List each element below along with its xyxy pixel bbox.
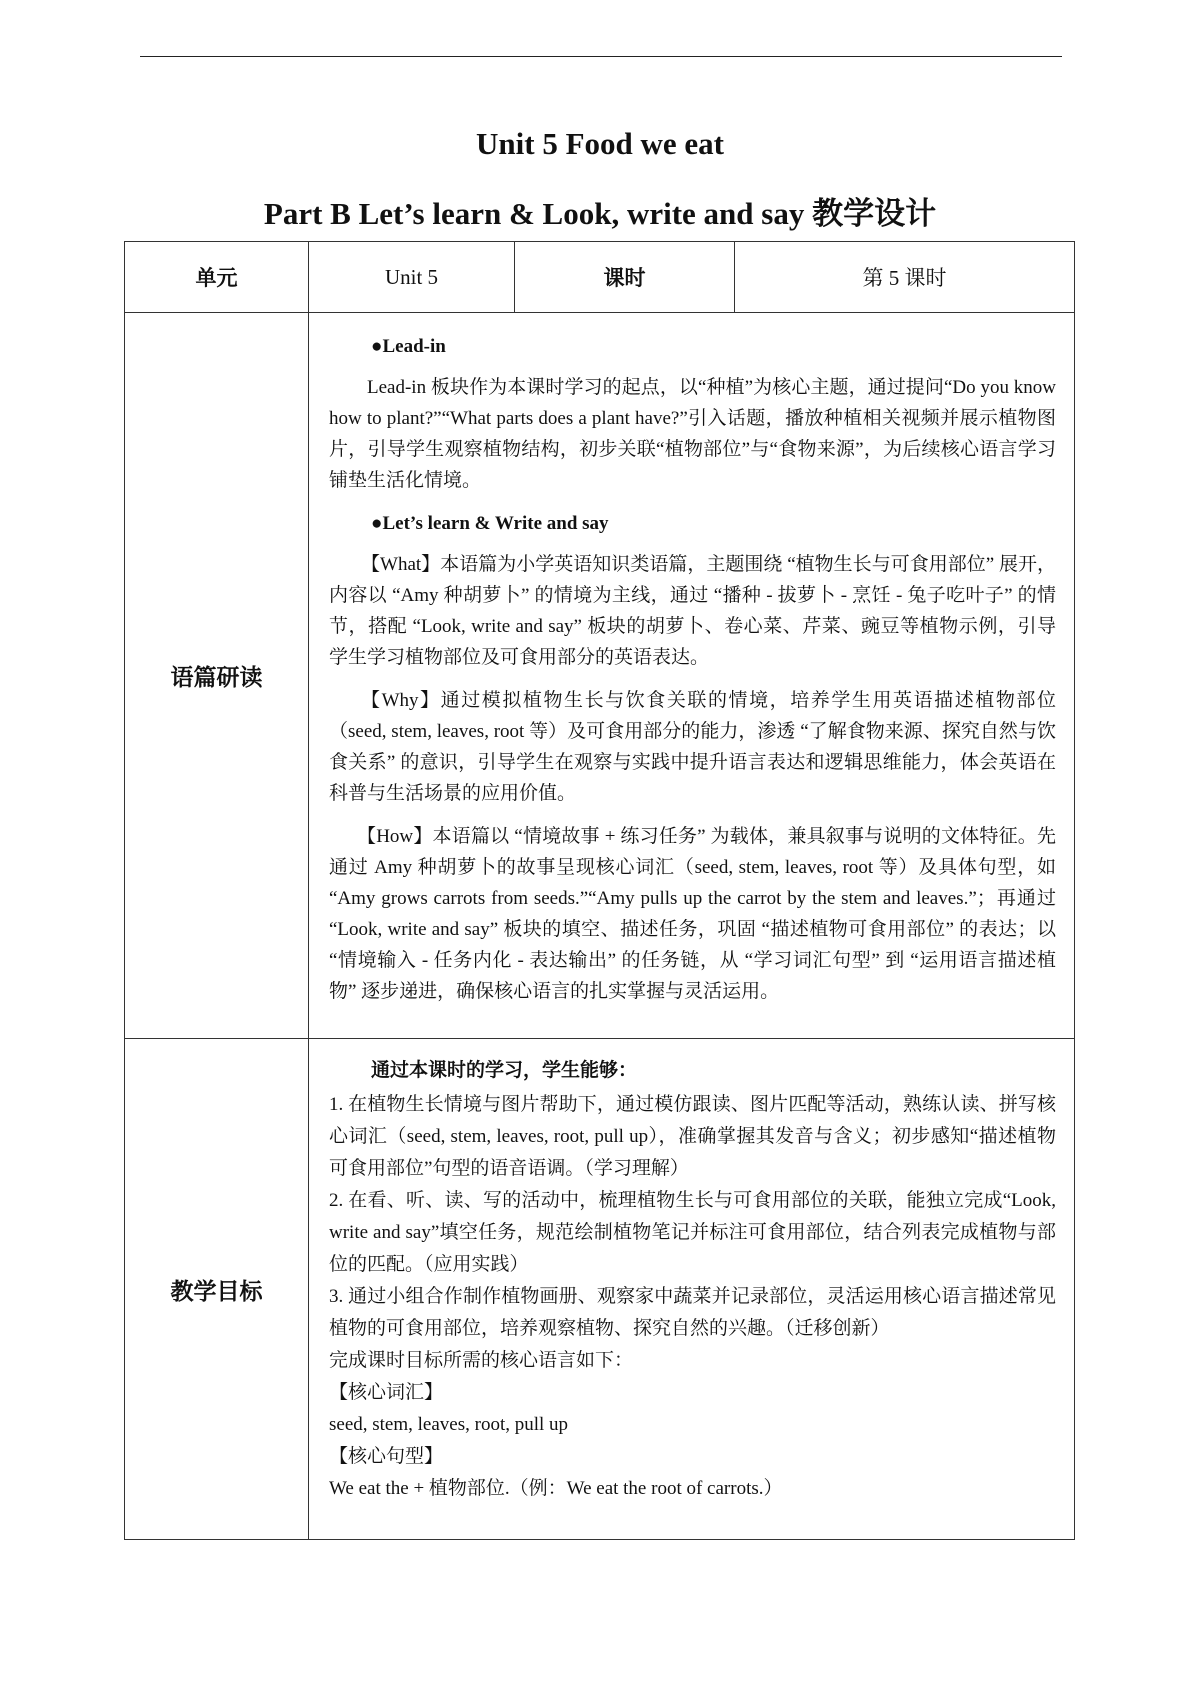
objectives-label: 教学目标: [125, 1039, 309, 1540]
objectives-row: [125, 1039, 1075, 1540]
header-rule: [140, 56, 1062, 57]
core-vocab-heading: 【核心词汇】: [329, 1382, 444, 1403]
lesson-plan-table: [124, 241, 1075, 1540]
objectives-content: [309, 1039, 1075, 1540]
document-subtitle: Part B Let’s learn & Look, write and say 教学设计: [263, 196, 937, 231]
period-label-cell: 课时: [515, 242, 735, 313]
unit-value-cell: Unit 5: [309, 242, 515, 313]
text-study-row: [125, 313, 1075, 1039]
core-sentence: We eat the + 植物部位.（例：We eat the root of carrots.）: [329, 1478, 783, 1499]
objective-item-1: 1. 在植物生长情境与图片帮助下，通过模仿跟读、图片匹配等活动，熟练认读、拼写核心词汇（seed, stem, leaves, root, pull up），准确掌握其发音与含义；初步感知“描述植物可食用部位”句型的语音语调。（学习理解）: [329, 1094, 1056, 1179]
text-study-label: 语篇研读: [125, 313, 309, 1039]
core-language-intro: 完成课时目标所需的核心语言如下：: [329, 1350, 634, 1371]
leadin-paragraph: Lead-in 板块作为本课时学习的起点，以“种植”为核心主题，通过提问“Do you know how to plant?”“What parts does a plant have?”引入话题，播放种植相关视频并展示植物图片，引导学生观察植物结构，初步关联“植物部位”与“食物来源”，为后续核心语言学习铺垫生活化情境。: [329, 377, 1056, 491]
what-paragraph: 【What】本语篇为小学英语知识类语篇，主题围绕 “植物生长与可食用部位” 展开，内容以 “Amy 种胡萝卜” 的情境为主线，通过 “播种 - 拔萝卜 - 烹饪 - 兔子吃叶子” 的情节，搭配 “Look, write and say” 板块的胡萝卜、卷心菜、芹菜、豌豆等植物示例，引导学生学习植物部位及可食用部分的英语表达。: [329, 554, 1056, 668]
how-paragraph: 【How】本语篇以 “情境故事 + 练习任务” 为载体，兼具叙事与说明的文体特征。先通过 Amy 种胡萝卜的故事呈现核心词汇（seed, stem, leaves, root 等）及具体句型，如 “Amy grows carrots from seeds.”“Amy pulls up the carrot by the stem and leaves.”；再通过 “Look, write and say” 板块的填空、描述任务，巩固 “描述植物可食用部位” 的表达；以 “情境输入 - 任务内化 - 表达输出” 的任务链，从 “学习词汇句型” 到 “运用语言描述植物” 逐步递进，确保核心语言的扎实掌握与灵活运用。: [329, 826, 1056, 1002]
document-title: Unit 5 Food we eat: [476, 126, 724, 161]
core-sentence-heading: 【核心句型】: [329, 1446, 444, 1467]
leadin-heading: ●Lead-in: [371, 336, 446, 357]
core-vocab: seed, stem, leaves, root, pull up: [329, 1414, 569, 1435]
table-header-row: [125, 242, 1075, 313]
objectives-intro: 通过本课时的学习，学生能够：: [371, 1060, 638, 1081]
text-study-content: [309, 313, 1075, 1039]
why-paragraph: 【Why】通过模拟植物生长与饮食关联的情境，培养学生用英语描述植物部位（seed, stem, leaves, root 等）及可食用部分的能力，渗透 “了解食物来源、探究自然与饮食关系” 的意识，引导学生在观察与实践中提升语言表达和逻辑思维能力，体会英语在科普与生活场景的应用价值。: [329, 690, 1056, 804]
period-value-cell: 第 5 课时: [735, 242, 1075, 313]
lets-learn-heading: ●Let’s learn & Write and say: [371, 513, 609, 534]
objective-item-3: 3. 通过小组合作制作植物画册、观察家中蔬菜并记录部位，灵活运用核心语言描述常见植物的可食用部位，培养观察植物、探究自然的兴趣。（迁移创新）: [329, 1286, 1056, 1339]
unit-label-cell: 单元: [125, 242, 309, 313]
objective-item-2: 2. 在看、听、读、写的活动中，梳理植物生长与可食用部位的关联，能独立完成“Look, write and say”填空任务，规范绘制植物笔记并标注可食用部位，结合列表完成植物与部位的匹配。（应用实践）: [329, 1190, 1056, 1275]
